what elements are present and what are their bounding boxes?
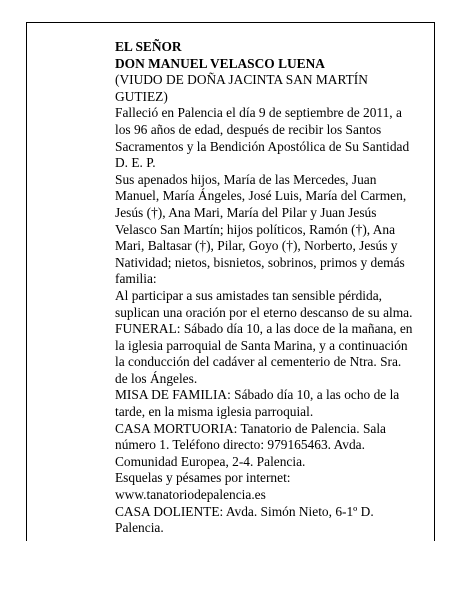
mortuary-paragraph: CASA MORTUORIA: Tanatorio de Palencia. Sala número 1. Teléfono directo: 979165463. Avda. Comunidad Europea, 2-4. Palencia. (115, 420, 386, 469)
request-paragraph: Al participar a sus amistades tan sensible pérdida, suplican una oración por el eterno descanso de su alma. (115, 287, 413, 320)
obituary-notice (115, 39, 415, 537)
notice-subtitle: (VIUDO DE DOÑA JACINTA SAN MARTÍN GUTIEZ) (115, 72, 368, 104)
home-address-paragraph: CASA DOLIENTE: Avda. Simón Nieto, 6-1º D. Palencia. (115, 503, 374, 536)
notice-title-line-1: EL SEÑOR (115, 39, 182, 54)
death-paragraph: Falleció en Palencia el día 9 de septiembre de 2011, a los 96 años de edad, después de recibir los Santos Sacramentos y la Bendición Apostólica de Su Santidad D. E. P. (115, 105, 410, 171)
funeral-paragraph: FUNERAL: Sábado día 10, a las doce de la mañana, en la iglesia parroquial de Santa Marina, y a continuación la conducción del cadáver al cementerio de Ntra. Sra. de los Ángeles. (115, 321, 413, 386)
condolences-url: www.tanatoriodepalencia.es (115, 487, 266, 503)
family-paragraph: Sus apenados hijos, María de las Mercedes, Juan Manuel, María Ángeles, José Luis, María del Carmen, Jesús (†), Ana Mari, María del Pilar y Juan Jesús Velasco San Martín; hijos políticos, Ramón (†), Ana Mari, Baltasar (†), Pilar, Goyo (†), Norberto, Jesús y Natividad; nietos, bisnietos, sobrinos, primos y demás familia: (115, 171, 407, 287)
condolences-line: Esquelas y pésames por internet: (115, 470, 291, 486)
notice-title-line-2: DON MANUEL VELASCO LUENA (115, 55, 325, 71)
family-mass-paragraph: MISA DE FAMILIA: Sábado día 10, a las ocho de la tarde, en la misma iglesia parroquial. (115, 387, 400, 420)
